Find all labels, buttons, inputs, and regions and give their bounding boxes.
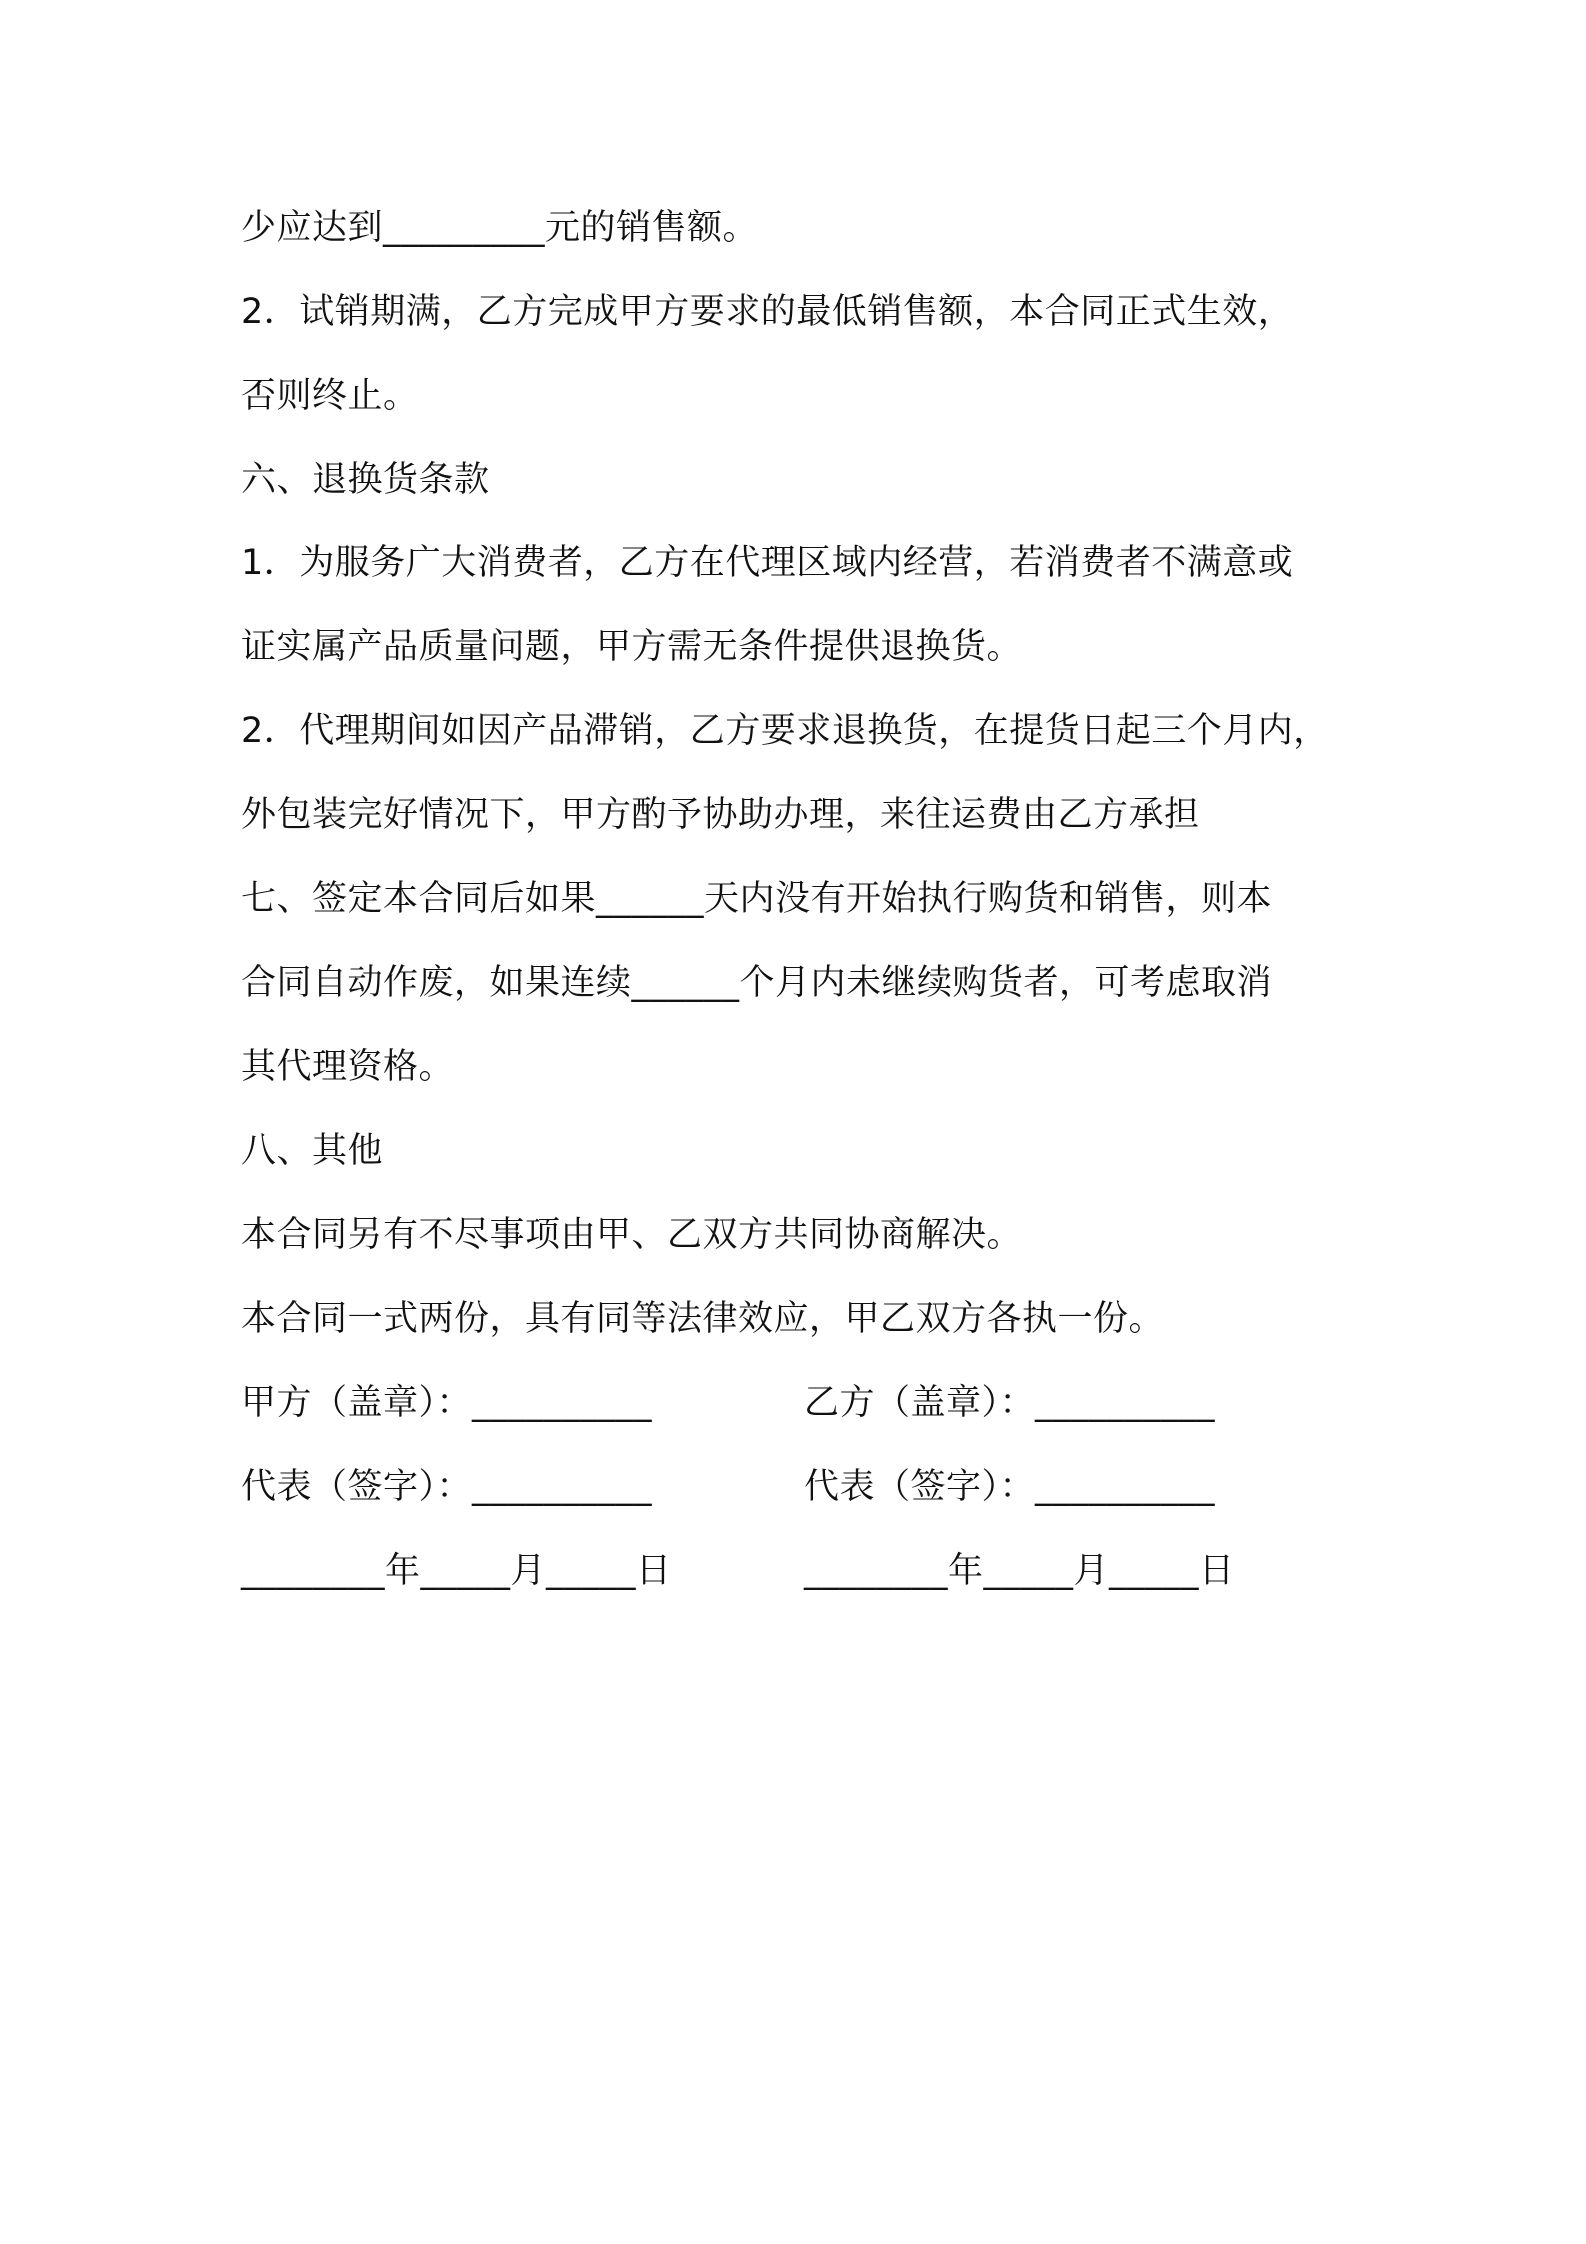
- clause-6-item-1-line-2: 证实属产品质量问题，甲方需无条件提供退换货。: [241, 627, 1023, 667]
- party-a-representative-line: 代表（签字）：__________: [241, 1467, 653, 1507]
- section-heading-other: 八、其他: [241, 1131, 384, 1171]
- clause-5-item-2-line-1: 2．试销期满，乙方完成甲方要求的最低销售额，本合同正式生效，: [241, 292, 1294, 332]
- clause-7-line-2: 合同自动作废，如果连续______个月内未继续购货者，可考虑取消: [241, 963, 1273, 1003]
- party-a-date-line: ________年_____月_____日: [241, 1551, 672, 1591]
- clause-7-line-3: 其代理资格。: [241, 1047, 455, 1087]
- clause-8-line-1: 本合同另有不尽事项由甲、乙双方共同协商解决。: [241, 1215, 1023, 1255]
- clause-7-line-1: 七、签定本合同后如果______天内没有开始执行购货和销售，则本: [241, 879, 1273, 919]
- clause-8-line-2: 本合同一式两份，具有同等法律效应，甲乙双方各执一份。: [241, 1299, 1165, 1339]
- party-b-representative-line: 代表（签字）：__________: [804, 1467, 1216, 1507]
- section-heading-returns: 六、退换货条款: [241, 460, 490, 500]
- party-b-seal-line: 乙方（盖章）：__________: [804, 1383, 1216, 1423]
- clause-6-item-2-line-1: 2．代理期间如因产品滞销，乙方要求退换货，在提货日起三个月内，: [241, 711, 1329, 751]
- clause-6-item-1-line-1: 1．为服务广大消费者，乙方在代理区域内经营，若消费者不满意或: [241, 543, 1294, 583]
- paragraph-sales-amount: 少应达到_________元的销售额。: [241, 208, 759, 248]
- party-b-date-line: ________年_____月_____日: [804, 1551, 1235, 1591]
- clause-5-item-2-line-2: 否则终止。: [241, 376, 419, 416]
- party-a-seal-line: 甲方（盖章）：__________: [241, 1383, 653, 1423]
- clause-6-item-2-line-2: 外包装完好情况下，甲方酌予协助办理，来往运费由乙方承担: [241, 795, 1200, 835]
